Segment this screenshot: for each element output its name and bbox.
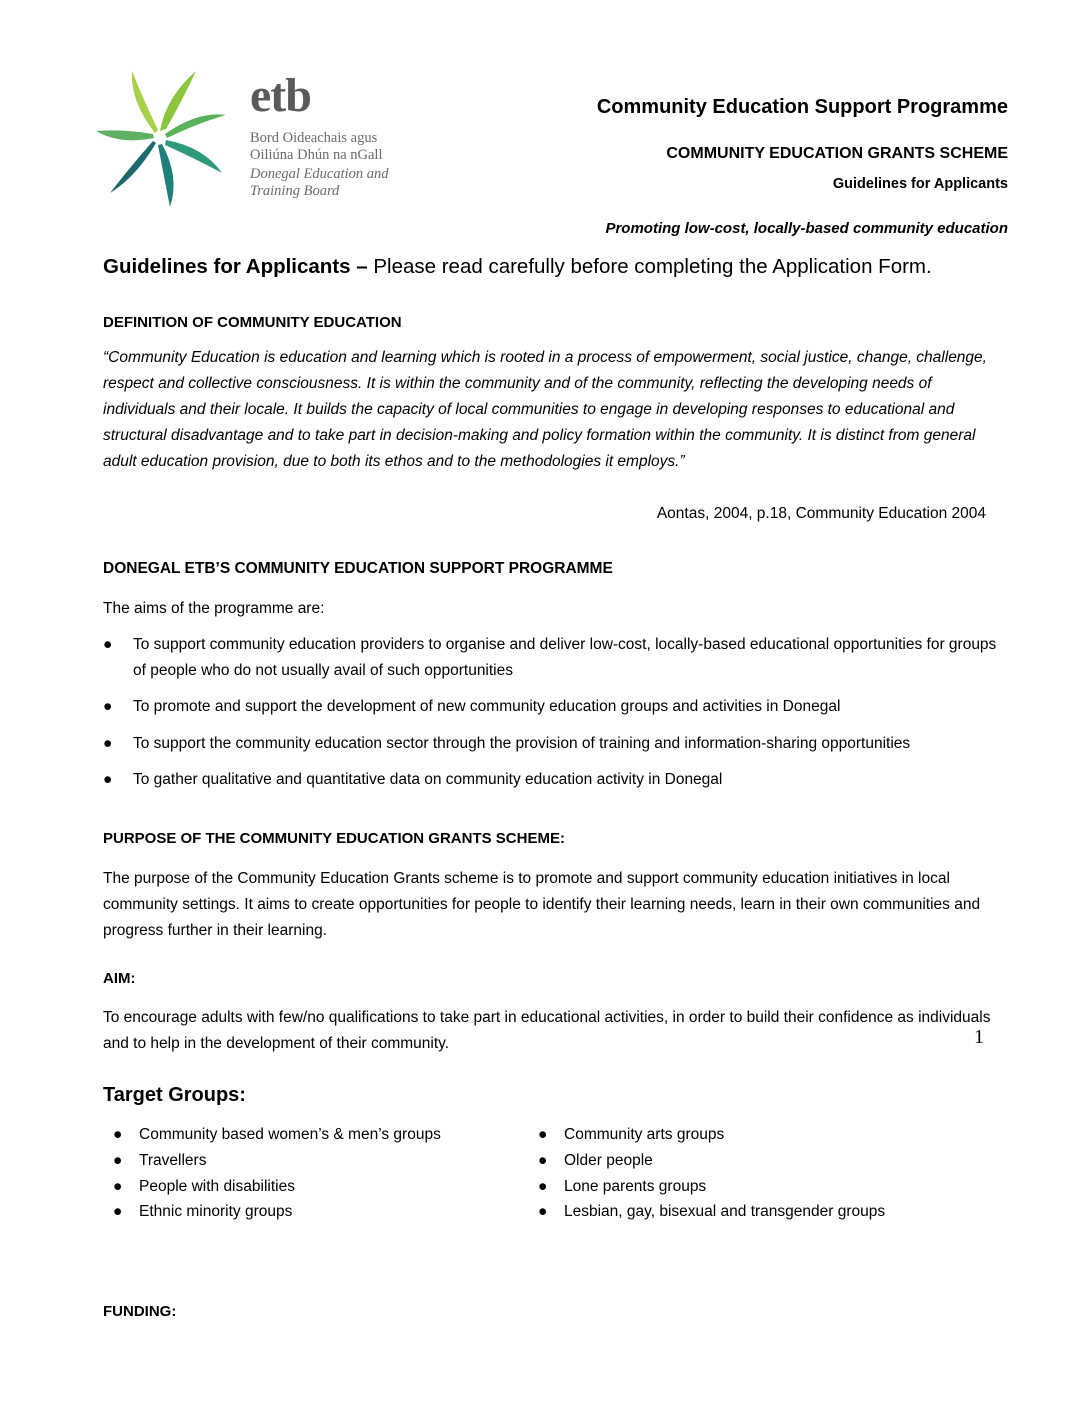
logo-wordmark: etb (250, 69, 311, 122)
definition-title: DEFINITION OF COMMUNITY EDUCATION (103, 314, 402, 331)
bullet-icon: ● (103, 636, 113, 653)
aim-text: To promote and support the development of new community education groups and activities in Donegal (133, 698, 841, 715)
bullet-icon: ● (538, 1178, 548, 1195)
definition-source: Aontas, 2004, p.18, Community Education 2004 (656, 505, 986, 522)
logo-english-line-2: Training Board (250, 183, 340, 199)
bullet-icon: ● (538, 1203, 548, 1220)
programme-title: Community Education Support Programme (596, 96, 1008, 118)
list-item (538, 1152, 653, 1170)
aim-text: To encourage adults with few/no qualifications to take part in educational activities, in order to build their confidence as individuals and to help in the development of their community. (103, 1009, 991, 1052)
target-group: Community arts groups (564, 1126, 725, 1143)
logo-irish-line-2: Oiliúna Dhún na nGall (250, 147, 383, 163)
target-groups-title: Target Groups: (103, 1084, 246, 1106)
bullet-icon: ● (113, 1152, 123, 1169)
bullet-icon: ● (113, 1203, 123, 1220)
bullet-icon: ● (113, 1178, 123, 1195)
page-heading (103, 255, 932, 279)
logo-english-line-1: Donegal Education and (250, 166, 389, 182)
target-group: Lone parents groups (564, 1178, 707, 1195)
purpose-text: The purpose of the Community Education Grants scheme is to promote and support community education initiatives in local community settings. It aims to create opportunities for people to identify their learning needs, learn in their own communities and progress further in their learning. (103, 870, 981, 939)
list-item (538, 1203, 885, 1221)
page-heading-bold: Guidelines for Applicants – (103, 255, 374, 278)
etb-logo-icon (94, 64, 226, 210)
aim-text: To support the community education sector through the provision of training and information-sharing opportunities (133, 735, 911, 752)
target-group: People with disabilities (139, 1178, 295, 1195)
programme-intro: The aims of the programme are: (103, 600, 325, 617)
definition-quote: “Community Education is education and learning which is rooted in a process of empowerment, social justice, change, challenge, respect and collective consciousness. It is within the community and of the community, reflecting the developing needs of individuals and their locale. It builds the capacity of local communities to engage in developing responses to educational and structural disadvantage and to take part in decision-making and policy formation within the community. It is distinct from general adult education provision, due to both its ethos and to the methodologies it employs.” (103, 349, 987, 470)
list-item (113, 1203, 292, 1221)
tagline: Promoting low-cost, locally-based community education (605, 220, 1008, 237)
scheme-title: COMMUNITY EDUCATION GRANTS SCHEME (666, 145, 1008, 162)
page-heading-rest: Please read carefully before completing the Application Form. (373, 255, 932, 278)
bullet-icon: ● (113, 1126, 123, 1143)
logo-irish-line-1: Bord Oideachais agus (250, 130, 378, 146)
aim-text: To gather qualitative and quantitative data on community education activity in Donegal (133, 771, 723, 788)
bullet-icon: ● (103, 698, 113, 715)
target-group: Ethnic minority groups (139, 1203, 293, 1220)
guidelines-subtitle: Guidelines for Applicants (832, 176, 1008, 192)
target-group: Community based women’s & men’s groups (139, 1126, 441, 1143)
list-item (113, 1152, 206, 1170)
aim-text: To support community education providers to organise and deliver low-cost, locally-based educational opportunities for groups of people who do not usually avail of such opportunities (133, 636, 997, 679)
list-item (103, 632, 1003, 684)
list-item (103, 767, 1003, 793)
page-number: 1 (974, 1026, 984, 1048)
purpose-title: PURPOSE OF THE COMMUNITY EDUCATION GRANTS SCHEME: (103, 830, 565, 847)
bullet-icon: ● (538, 1126, 548, 1143)
funding-title: FUNDING: (103, 1303, 177, 1320)
programme-section-title: DONEGAL ETB’S COMMUNITY EDUCATION SUPPORT PROGRAMME (103, 560, 613, 577)
bullet-icon: ● (103, 735, 113, 752)
list-item (113, 1178, 295, 1196)
aim-title: AIM: (103, 970, 136, 987)
list-item (538, 1126, 724, 1144)
list-item (103, 731, 1003, 757)
list-item (103, 694, 1003, 720)
list-item (113, 1126, 441, 1144)
target-group: Lesbian, gay, bisexual and transgender groups (564, 1203, 886, 1220)
bullet-icon: ● (538, 1152, 548, 1169)
list-item (538, 1178, 706, 1196)
bullet-icon: ● (103, 771, 113, 788)
target-group: Older people (564, 1152, 653, 1169)
target-group: Travellers (139, 1152, 207, 1169)
